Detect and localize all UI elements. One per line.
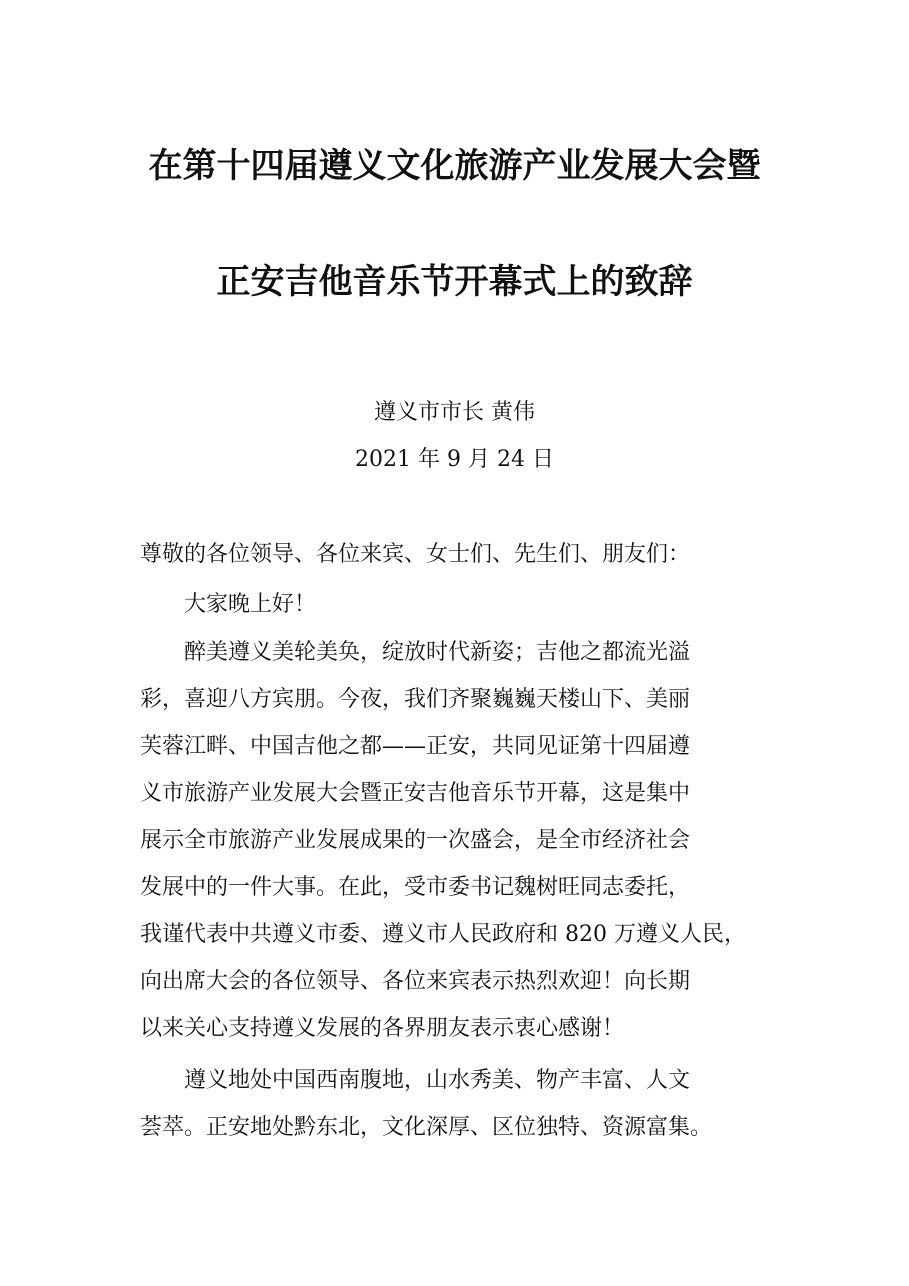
document-title-line-1: 在第十四届遵义文化旅游产业发展大会暨 xyxy=(148,146,761,186)
body-line: 以来关心支持遵义发展的各界朋友表示衷心感谢！ xyxy=(140,1016,625,1041)
body-line: 彩，喜迎八方宾朋。今夜，我们齐聚巍巍天楼山下、美丽 xyxy=(140,687,691,712)
body-line: 发展中的一件大事。在此，受市委书记魏树旺同志委托， xyxy=(140,875,691,900)
body-line: 荟萃。正安地处黔东北，文化深厚、区位独特、资源富集。 xyxy=(140,1115,713,1140)
body-line: 遵义地处中国西南腹地，山水秀美、物产丰富、人文 xyxy=(140,1068,691,1093)
document-date: 2021 年 9 月 24 日 xyxy=(355,447,554,472)
body-line: 醉美遵义美轮美奂，绽放时代新姿；吉他之都流光溢 xyxy=(140,640,691,665)
body-line-salutation: 尊敬的各位领导、各位来宾、女士们、先生们、朋友们： xyxy=(140,542,691,567)
body-line: 义市旅游产业发展大会暨正安吉他音乐节开幕，这是集中 xyxy=(140,781,691,806)
body-line: 向出席大会的各位领导、各位来宾表示热烈欢迎！向长期 xyxy=(140,969,691,994)
body-line: 芙蓉江畔、中国吉他之都——正安，共同见证第十四届遵 xyxy=(140,734,691,759)
document-title-line-2: 正安吉他音乐节开幕式上的致辞 xyxy=(216,262,693,302)
body-line: 展示全市旅游产业发展成果的一次盛会，是全市经济社会 xyxy=(140,828,691,853)
body-line-greeting: 大家晚上好！ xyxy=(140,592,317,617)
body-line: 我谨代表中共遵义市委、遵义市人民政府和 820 万遵义人民， xyxy=(140,922,746,947)
document-author: 遵义市市长 黄伟 xyxy=(374,400,535,425)
